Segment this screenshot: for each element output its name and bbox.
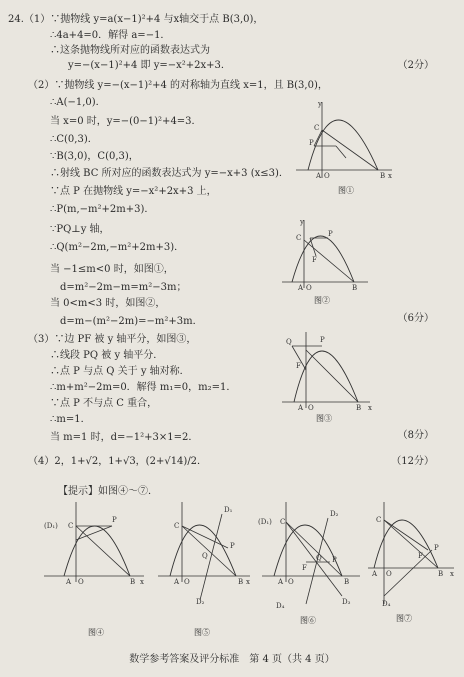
svg-text:x: x [246, 578, 250, 586]
svg-text:A: A [316, 172, 322, 180]
svg-text:B: B [380, 172, 386, 180]
solution-line: ∴P(m,−m²+2m+3)． [50, 204, 155, 215]
svg-text:D₄: D₄ [276, 602, 285, 610]
figure-7-caption: 图⑦ [396, 614, 412, 623]
svg-text:P: P [112, 516, 117, 524]
svg-text:O: O [308, 404, 314, 412]
svg-text:F: F [302, 564, 307, 572]
solution-line: 当 −1≤m<0 时，如图①， [50, 264, 174, 275]
svg-text:D₂: D₂ [330, 510, 339, 518]
svg-text:B: B [352, 284, 358, 292]
figure-1-diagram [296, 100, 396, 182]
solution-line: ∴C(0,3)． [50, 134, 98, 145]
solution-line: 当 m=1 时，d=−1²+3×1=2． [50, 432, 199, 443]
solution-line: ∴射线 BC 所对应的函数表达式为 y=−x+3 (x≤3)． [50, 168, 289, 179]
solution-line: ∴4a+4=0．解得 a=−1． [50, 30, 171, 41]
svg-text:B: B [344, 578, 350, 586]
svg-text:Q: Q [286, 338, 292, 346]
solution-line: （3）∵边 PF 被 y 轴平分，如图③， [28, 334, 197, 345]
svg-text:P: P [328, 230, 333, 238]
figure-5-caption: 图⑤ [194, 628, 210, 637]
solution-line: 【提示】如图④～⑦． [58, 486, 158, 497]
svg-text:O: O [184, 578, 190, 586]
svg-text:A: A [298, 284, 304, 292]
svg-text:A: A [372, 570, 378, 578]
solution-line: （2）∵抛物线 y=−(x−1)²+4 的对称轴为直线 x=1，且 B(3,0)， [28, 80, 328, 91]
svg-text:x: x [140, 578, 144, 586]
solution-line: d=m−(m²−2m)=−m²+3m． [60, 316, 203, 327]
svg-text:y: y [318, 100, 322, 108]
svg-text:O: O [288, 578, 294, 586]
svg-text:D₁: D₁ [224, 506, 233, 514]
solution-line: （4）2，1+√2，1+√3，(2+√14)/2． [28, 456, 208, 467]
figure-4-caption: 图④ [88, 628, 104, 637]
solution-line: d=m²−2m−m=m²−3m； [60, 282, 187, 293]
solution-line: y=−(x−1)²+4 即 y=−x²+2x+3． [68, 60, 231, 71]
svg-text:P: P [230, 542, 235, 550]
svg-text:A: A [174, 578, 180, 586]
figure-5-diagram [158, 500, 254, 608]
svg-text:D₃: D₃ [342, 598, 351, 606]
svg-text:x: x [388, 172, 392, 180]
svg-text:A: A [298, 404, 304, 412]
figure-7-diagram [368, 500, 458, 608]
svg-text:B: B [238, 578, 244, 586]
solution-line: ∵PQ⊥y 轴， [50, 224, 110, 235]
svg-text:O: O [386, 570, 392, 578]
svg-text:B: B [438, 570, 444, 578]
solution-line: ∵B(3,0)，C(0,3)， [50, 151, 139, 162]
score-mark: （12分） [391, 456, 434, 467]
svg-text:P: P [320, 336, 325, 344]
solution-line: ∵点 P 不与点 C 重合， [50, 398, 158, 409]
svg-text:C: C [376, 516, 382, 524]
svg-text:P: P [309, 139, 314, 147]
page-footer: 数学参考答案及评分标准 第 4 页（共 4 页） [129, 654, 335, 665]
svg-text:x: x [368, 404, 372, 412]
score-mark: （8分） [397, 430, 434, 441]
solution-line: ∴点 P 与点 Q 关于 y 轴对称． [50, 366, 190, 377]
figure-4-diagram [36, 500, 148, 584]
svg-text:P: P [434, 544, 439, 552]
svg-text:A: A [66, 578, 72, 586]
svg-text:B: B [356, 404, 362, 412]
figure-3-caption: 图③ [316, 414, 332, 423]
svg-text:A: A [278, 578, 284, 586]
svg-text:F: F [312, 256, 317, 264]
figure-6-caption: 图⑥ [300, 616, 316, 625]
solution-line: 当 x=0 时，y=−(0−1)²+4=3． [50, 116, 202, 127]
solution-line: 24.（1）∵抛物线 y=a(x−1)²+4 与x轴交于点 B(3,0)， [8, 14, 264, 25]
svg-text:C: C [68, 522, 74, 530]
svg-text:O: O [78, 578, 84, 586]
svg-text:C: C [280, 518, 286, 526]
solution-line: ∴m=1． [50, 414, 91, 425]
solution-line: ∴这条抛物线所对应的函数表达式为 [50, 45, 210, 56]
svg-text:C: C [314, 124, 320, 132]
svg-text:(D₁): (D₁) [258, 518, 272, 526]
solution-line: ∵点 P 在抛物线 y=−x²+2x+3 上， [50, 186, 217, 197]
svg-text:D₄: D₄ [382, 600, 391, 608]
svg-text:O: O [324, 172, 330, 180]
svg-text:C: C [296, 234, 302, 242]
svg-text:(D₁): (D₁) [44, 522, 58, 530]
figure-3-diagram [282, 330, 378, 410]
svg-text:P: P [332, 556, 337, 564]
solution-line: ∴A(−1,0)． [50, 97, 106, 108]
svg-text:y: y [300, 218, 304, 226]
score-mark: （2分） [397, 60, 434, 71]
solution-line: ∴Q(m²−2m,−m²+2m+3)． [50, 242, 185, 253]
figure-1-caption: 图① [338, 186, 354, 195]
svg-text:C: C [174, 522, 180, 530]
score-mark: （6分） [397, 313, 434, 324]
svg-text:F: F [296, 362, 301, 370]
solution-line: ∴m+m²−2m=0．解得 m₁=0，m₂=1． [50, 382, 237, 393]
svg-text:D₂: D₂ [196, 598, 205, 606]
svg-text:F: F [418, 552, 423, 560]
figure-2-diagram [282, 218, 372, 290]
figure-2-caption: 图② [314, 296, 330, 305]
svg-text:O: O [306, 284, 312, 292]
svg-text:B: B [130, 578, 136, 586]
svg-text:Q: Q [202, 552, 208, 560]
figure-6-diagram [256, 500, 364, 612]
svg-text:x: x [450, 570, 454, 578]
solution-line: 当 0<m<3 时，如图②， [50, 298, 166, 309]
solution-line: ∴线段 PQ 被 y 轴平分． [50, 350, 164, 361]
svg-text:Q: Q [316, 554, 322, 562]
